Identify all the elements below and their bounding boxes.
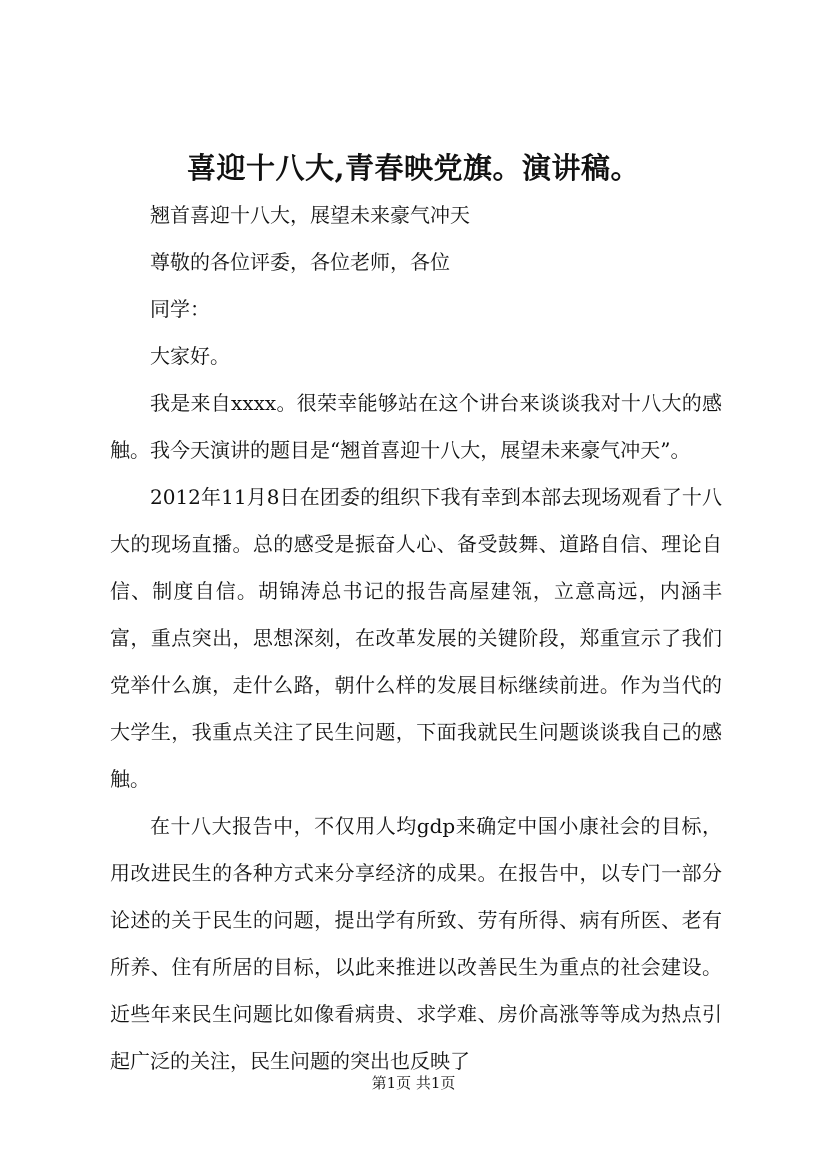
paragraph-greeting: 大家好。 <box>150 344 230 368</box>
paragraph-subtitle: 翘首喜迎十八大，展望未来豪气冲天 <box>150 203 470 227</box>
page-footer: 第1页 共1页 <box>371 1074 456 1092</box>
document-body <box>110 192 722 1085</box>
paragraph-intro: 我是来自xxxx。很荣幸能够站在这个讲台来谈谈我对十八大的感触。我今天演讲的题目是“翘首喜迎十八大，展望未来豪气冲天”。 <box>110 391 722 462</box>
paragraph-salutation: 尊敬的各位评委，各位老师，各位 <box>150 250 450 274</box>
paragraph-body-1: 2012年11月8日在团委的组织下我有幸到本部去现场观看了十八大的现场直播。总的感受是振奋人心、备受鼓舞、道路自信、理论自信、制度自信。胡锦涛总书记的报告高屋建瓴，立意高远，内涵丰富，重点突出，思想深刻，在改革发展的关键阶段，郑重宣示了我们党举什么旗，走什么路，朝什么样的发展目标继续前进。作为当代的大学生，我重点关注了民生问题，下面我就民生问题谈谈我自己的感触。 <box>110 485 722 791</box>
paragraph-salutation-cont: 同学： <box>150 297 210 321</box>
paragraph-body-2: 在十八大报告中，不仅用人均gdp来确定中国小康社会的目标，用改进民生的各种方式来分享经济的成果。在报告中，以专门一部分论述的关于民生的问题，提出学有所致、劳有所得、病有所医、老有所养、住有所居的目标，以此来推进以改善民生为重点的社会建设。近些年来民生问题比如像看病贵、求学难、房价高涨等等成为热点引起广泛的关注，民生问题的突出也反映了 <box>110 814 722 1073</box>
document-title: 喜迎十八大,青春映党旗。演讲稿。 <box>186 151 641 185</box>
